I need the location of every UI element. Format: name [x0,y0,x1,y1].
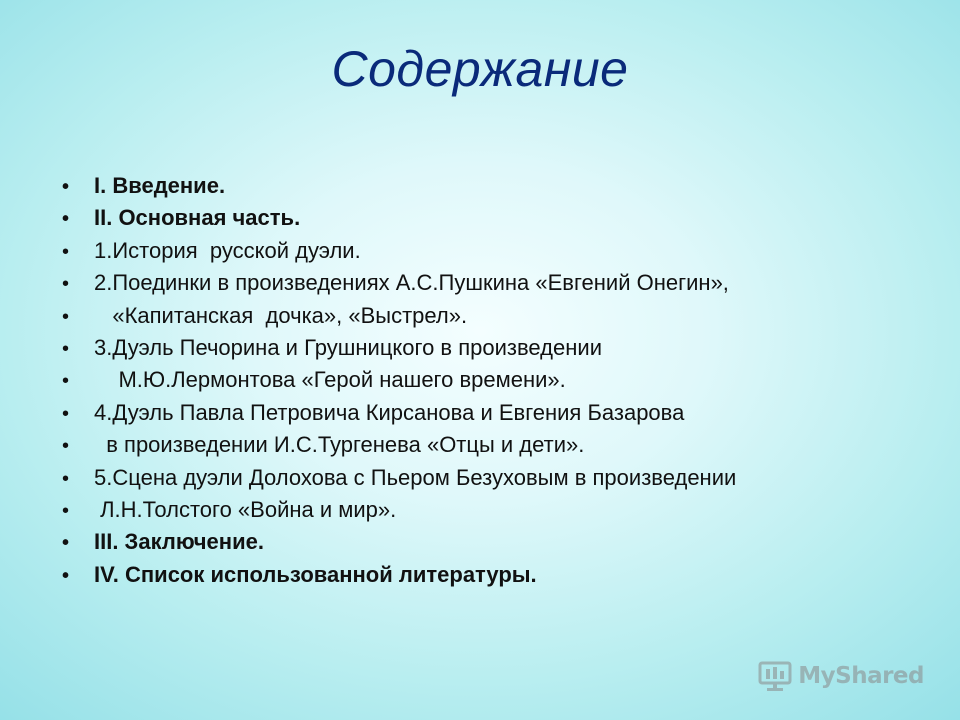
myshared-logo-icon [758,660,792,692]
bullet: • [62,532,70,555]
bullet: • [62,370,70,393]
toc-item-text: 1.История русской дуэли. [94,237,361,263]
toc-item-text: 2.Поединки в произведениях А.С.Пушкина «Евгений Онегин», [94,270,729,296]
toc-item-text: IV. Список использованной литературы. [94,561,537,587]
toc-item-pushkin [62,267,736,299]
toc-item-main-part [62,202,736,234]
bullet: • [62,467,70,490]
toc-item-introduction [62,170,736,202]
toc-item-text: М.Ю.Лермонтова «Герой нашего времени». [94,367,566,393]
toc-item-lermontov-continued [62,364,736,396]
toc-item-text: в произведении И.С.Тургенева «Отцы и дети». [94,432,585,458]
toc-item-text: 4.Дуэль Павла Петровича Кирсанова и Евгения Базарова [94,399,685,425]
bullet: • [62,564,70,587]
bullet: • [62,176,70,198]
bullet: • [62,435,70,458]
toc-item-text: Л.Н.Толстого «Война и мир». [94,496,397,522]
table-of-contents [62,170,736,591]
bullet: • [62,305,70,328]
toc-item-lermontov [62,332,736,364]
toc-item-text: 3.Дуэль Печорина и Грушницкого в произведении [94,334,602,360]
slide-title: Содержание [331,41,629,97]
toc-item-text: I. Введение. [94,173,226,198]
toc-item-turgenev [62,397,736,429]
toc-item-references [62,559,736,591]
toc-item-pushkin-continued [62,300,736,332]
toc-item-conclusion [62,526,736,558]
bullet: • [62,337,70,360]
bullet: • [62,402,70,425]
toc-item-tolstoy-continued [62,494,736,526]
toc-item-text: II. Основная часть. [94,205,301,231]
bullet: • [62,208,70,231]
bullet: • [62,240,70,263]
toc-item-history [62,235,736,267]
watermark-text: MyShared [798,663,924,689]
bullet: • [62,273,70,296]
bullet: • [62,499,70,522]
toc-item-tolstoy [62,462,736,494]
toc-item-text: «Капитанская дочка», «Выстрел». [94,302,468,328]
myshared-watermark [758,660,924,692]
toc-item-text: 5.Сцена дуэли Долохова с Пьером Безуховым в произведении [94,464,737,490]
toc-item-turgenev-continued [62,429,736,461]
toc-item-text: III. Заключение. [94,529,264,555]
